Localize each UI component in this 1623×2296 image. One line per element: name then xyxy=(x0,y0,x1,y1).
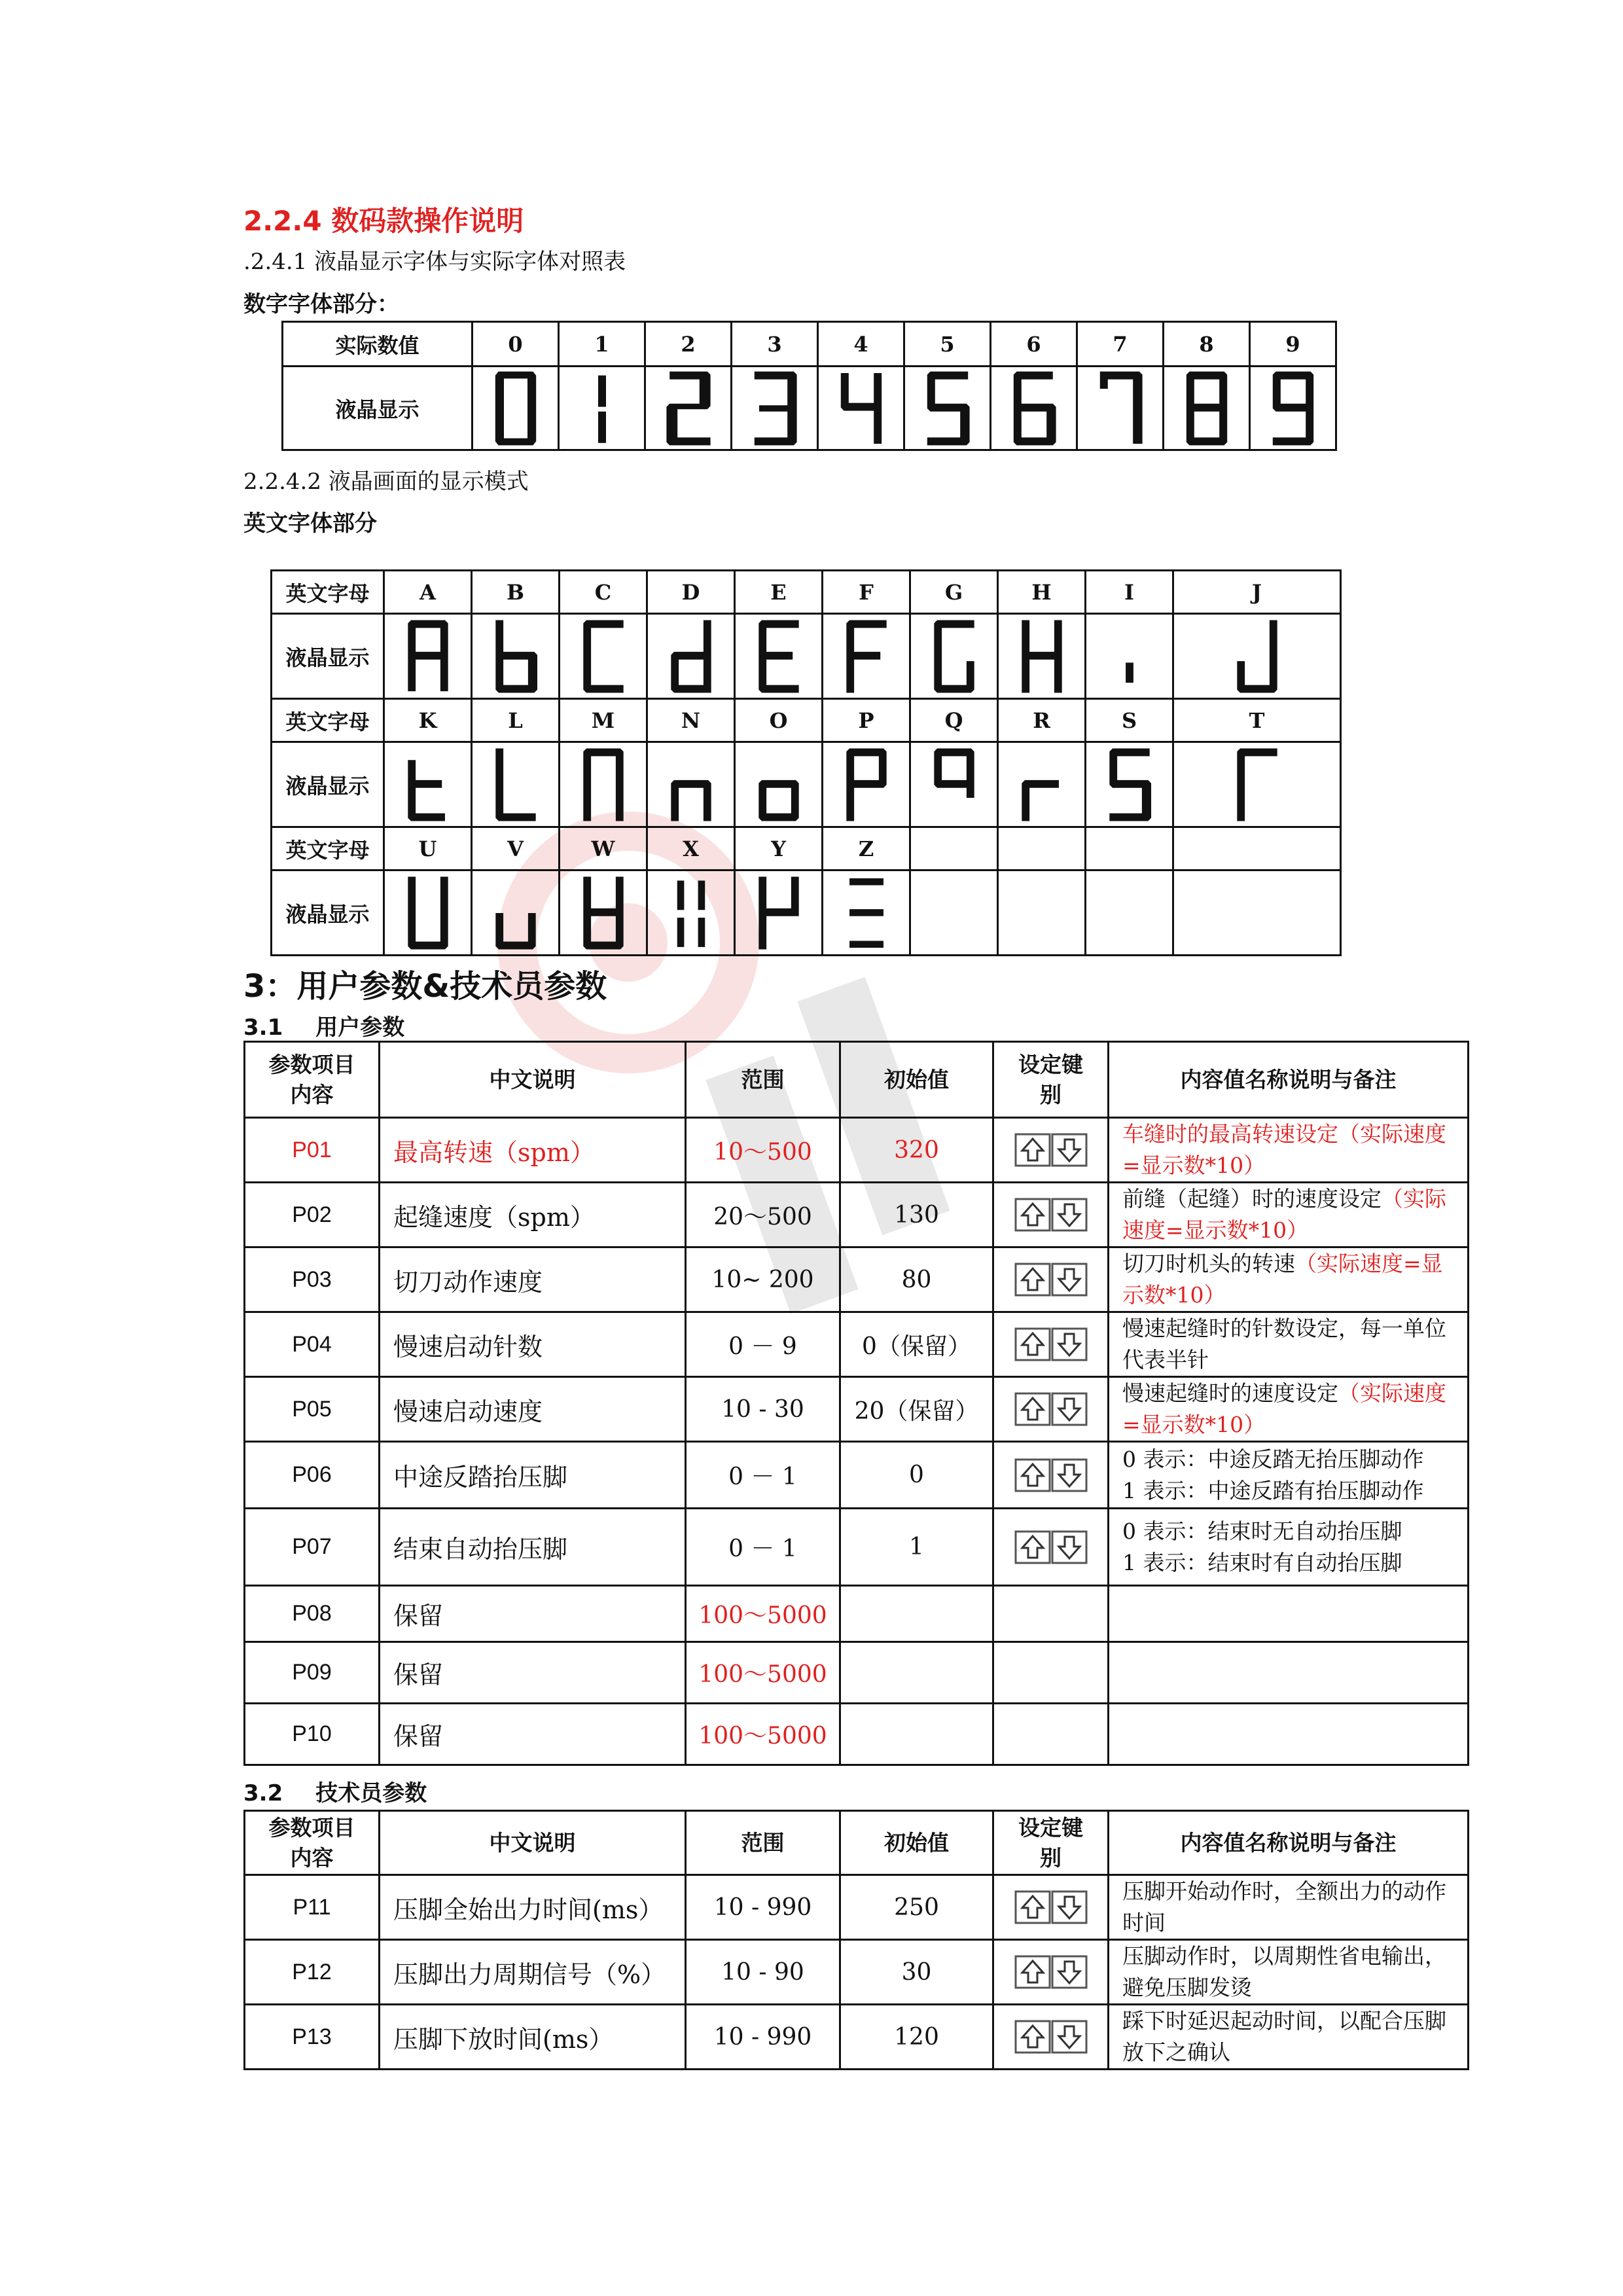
lcd-letter-s-glyph xyxy=(1106,746,1153,823)
param-code: P09 xyxy=(245,1642,380,1704)
letter-header: G xyxy=(910,571,998,614)
section-3-2-title xyxy=(243,1775,427,1807)
note-text: （实际速度=显示数*10） xyxy=(1122,1380,1446,1437)
col-header-range: 范围 xyxy=(686,1811,840,1875)
header-line: 设定键 xyxy=(1018,1051,1083,1077)
lcd-letter-z-glyph xyxy=(843,874,890,952)
lcd-digit-1-glyph xyxy=(577,369,627,448)
letter-header: P xyxy=(823,699,910,742)
param-setting-keys xyxy=(993,1247,1109,1312)
letter-header: A xyxy=(384,571,472,614)
section-number: 3.1 xyxy=(243,1014,283,1041)
param-code: P10 xyxy=(245,1704,380,1765)
param-setting-keys xyxy=(993,2005,1109,2070)
up-down-key-icon xyxy=(1014,1890,1088,1924)
digit-font-title: 数字字体部分： xyxy=(243,291,399,317)
param-description: 中途反踏抬压脚 xyxy=(380,1442,686,1509)
param-initial-value: 0 xyxy=(840,1442,993,1509)
note-text: 1 表示：结束时有自动抬压脚 xyxy=(1122,1549,1402,1575)
col-header-init: 初始值 xyxy=(840,1811,993,1875)
param-row xyxy=(245,1247,1469,1312)
note-text: 0 表示：中途反踏无抬压脚动作 xyxy=(1122,1446,1424,1472)
lcd-letter-m-glyph xyxy=(580,746,627,823)
section-title: 用户参数 xyxy=(315,1014,405,1041)
letter-header: E xyxy=(735,571,823,614)
lcd-letter-f-glyph xyxy=(843,618,890,695)
param-row xyxy=(245,1642,1469,1704)
lcd-digit-6-glyph xyxy=(1009,369,1059,448)
param-initial-value xyxy=(840,1642,993,1704)
letter-header: D xyxy=(647,571,735,614)
lcd-letter-h-glyph xyxy=(1018,618,1065,695)
header-line: 别 xyxy=(1040,1844,1061,1871)
lcd-letter-b-glyph xyxy=(492,618,539,695)
section-3-1-title xyxy=(243,1009,404,1041)
param-note xyxy=(1109,1509,1469,1586)
lcd-letter-x-glyph xyxy=(668,874,715,952)
param-code: P07 xyxy=(245,1509,380,1586)
letter-header: W xyxy=(560,827,647,870)
up-down-key-icon xyxy=(1014,1133,1088,1167)
lcd-letter-p-glyph xyxy=(843,746,890,823)
letter-header: B xyxy=(472,571,560,614)
col-header-desc: 中文说明 xyxy=(380,1811,686,1875)
letter-label: 英文字母 xyxy=(272,827,384,870)
param-initial-value: 1 xyxy=(840,1509,993,1586)
param-row xyxy=(245,2005,1469,2070)
note-text: 切刀时机头的转速 xyxy=(1122,1251,1295,1276)
lcd-letter-k-glyph xyxy=(404,746,452,823)
param-description: 切刀动作速度 xyxy=(380,1247,686,1312)
param-description: 保留 xyxy=(380,1586,686,1642)
param-code: P12 xyxy=(245,1940,380,2005)
lcd-letter-q-glyph xyxy=(931,746,978,823)
param-range: 0 － 9 xyxy=(686,1312,840,1377)
subsection-title-2: 2.2.4.2 液晶画面的显示模式 xyxy=(243,469,529,495)
param-setting-keys xyxy=(993,1586,1109,1642)
col-header-desc: 中文说明 xyxy=(380,1042,686,1118)
lcd-letter-l-glyph xyxy=(492,746,539,823)
digit-header: 6 xyxy=(991,322,1077,367)
lcd-digit-5-glyph xyxy=(923,369,972,448)
param-code: P08 xyxy=(245,1586,380,1642)
letter-header: N xyxy=(647,699,735,742)
param-note xyxy=(1109,1247,1469,1312)
param-code: P13 xyxy=(245,2005,380,2070)
header-line: 内容 xyxy=(290,1081,334,1107)
subsection-title-1: .2.4.1 液晶显示字体与实际字体对照表 xyxy=(243,249,626,275)
param-range: 10 - 90 xyxy=(686,1940,840,2005)
letter-header: M xyxy=(560,699,647,742)
section-number: 3.2 xyxy=(243,1780,283,1806)
param-row xyxy=(245,1377,1469,1442)
param-setting-keys xyxy=(993,1642,1109,1704)
col-header-item xyxy=(245,1042,380,1118)
param-note xyxy=(1109,1704,1469,1765)
param-description: 结束自动抬压脚 xyxy=(380,1509,686,1586)
param-setting-keys xyxy=(993,1875,1109,1940)
letter-header: S xyxy=(1086,699,1173,742)
param-code: P05 xyxy=(245,1377,380,1442)
param-setting-keys xyxy=(993,1118,1109,1183)
param-setting-keys xyxy=(993,1442,1109,1509)
param-description: 慢速启动针数 xyxy=(380,1312,686,1377)
lcd-digit-7-glyph xyxy=(1096,369,1145,448)
alpha-lcd-table xyxy=(270,569,1342,956)
note-text: 踩下时延迟起动时间，以配合压脚放下之确认 xyxy=(1122,2008,1446,2065)
param-description: 保留 xyxy=(380,1642,686,1704)
digit-header: 4 xyxy=(818,322,904,367)
digit-header: 1 xyxy=(559,322,645,367)
note-text: 1 表示：中途反踏有抬压脚动作 xyxy=(1122,1477,1424,1503)
empty-cell xyxy=(1086,870,1173,956)
empty-cell xyxy=(1086,827,1173,870)
lcd-display-label: 液晶显示 xyxy=(272,870,384,956)
param-note xyxy=(1109,1312,1469,1377)
letter-header: H xyxy=(998,571,1086,614)
header-line: 设定键 xyxy=(1018,1814,1083,1840)
param-row xyxy=(245,1118,1469,1183)
param-range: 0 － 1 xyxy=(686,1442,840,1509)
lcd-letter-r-glyph xyxy=(1018,746,1065,823)
param-range: 10 - 990 xyxy=(686,1875,840,1940)
lcd-letter-v-glyph xyxy=(492,874,539,952)
param-row xyxy=(245,1312,1469,1377)
param-range: 10～500 xyxy=(686,1118,840,1183)
param-note xyxy=(1109,1940,1469,2005)
letter-header: K xyxy=(384,699,472,742)
param-range: 10 - 30 xyxy=(686,1377,840,1442)
param-description: 压脚出力周期信号（%） xyxy=(380,1940,686,2005)
lcd-letter-w-glyph xyxy=(580,874,627,952)
param-initial-value: 250 xyxy=(840,1875,993,1940)
lcd-letter-t-glyph xyxy=(1234,746,1281,823)
letter-label: 英文字母 xyxy=(272,699,384,742)
letter-header: V xyxy=(472,827,560,870)
param-note xyxy=(1109,1875,1469,1940)
param-description: 慢速启动速度 xyxy=(380,1377,686,1442)
param-description: 压脚全始出力时间(ms） xyxy=(380,1875,686,1940)
empty-cell xyxy=(998,827,1086,870)
col-header-item xyxy=(245,1811,380,1875)
param-description: 最高转速（spm） xyxy=(380,1118,686,1183)
note-text: （实际速度=显示数*10） xyxy=(1122,1186,1446,1243)
param-code: P01 xyxy=(245,1118,380,1183)
param-setting-keys xyxy=(993,1509,1109,1586)
letter-header: Y xyxy=(735,827,823,870)
up-down-key-icon xyxy=(1014,1392,1088,1426)
lcd-letter-y-glyph xyxy=(755,874,802,952)
note-text: 压脚开始动作时，全额出力的动作时间 xyxy=(1122,1878,1446,1935)
param-row xyxy=(245,1704,1469,1765)
param-range: 0 － 1 xyxy=(686,1509,840,1586)
param-code: P03 xyxy=(245,1247,380,1312)
lcd-letter-n-glyph xyxy=(668,746,715,823)
param-initial-value xyxy=(840,1586,993,1642)
col-header-init: 初始值 xyxy=(840,1042,993,1118)
lcd-letter-o-glyph xyxy=(755,746,802,823)
param-range: 10 - 990 xyxy=(686,2005,840,2070)
lcd-digit-2-glyph xyxy=(664,369,713,448)
up-down-key-icon xyxy=(1014,1530,1088,1564)
lcd-letter-e-glyph xyxy=(755,618,802,695)
empty-cell xyxy=(1173,827,1341,870)
lcd-digit-0-glyph xyxy=(491,369,541,448)
lcd-letter-i-glyph xyxy=(1106,618,1153,695)
param-row xyxy=(245,1509,1469,1586)
param-initial-value: 80 xyxy=(840,1247,993,1312)
lcd-display-label: 液晶显示 xyxy=(272,742,384,827)
letter-header: F xyxy=(823,571,910,614)
param-range: 100～5000 xyxy=(686,1704,840,1765)
param-code: P11 xyxy=(245,1875,380,1940)
up-down-key-icon xyxy=(1014,1263,1088,1297)
note-text: （实际速度=显示数*10） xyxy=(1122,1251,1443,1308)
param-note xyxy=(1109,1586,1469,1642)
lcd-letter-c-glyph xyxy=(580,618,627,695)
param-note xyxy=(1109,1642,1469,1704)
param-note xyxy=(1109,1183,1469,1247)
digit-header: 9 xyxy=(1250,322,1336,367)
digit-header: 3 xyxy=(732,322,818,367)
letter-header: C xyxy=(560,571,647,614)
param-setting-keys xyxy=(993,1940,1109,2005)
col-header-key xyxy=(993,1811,1109,1875)
up-down-key-icon xyxy=(1014,1458,1088,1492)
empty-cell xyxy=(1173,870,1341,956)
up-down-key-icon xyxy=(1014,1198,1088,1232)
tech-parameter-table xyxy=(243,1810,1469,2070)
param-note xyxy=(1109,1377,1469,1442)
param-initial-value: 30 xyxy=(840,1940,993,2005)
digit-header: 8 xyxy=(1164,322,1250,367)
note-text: 压脚动作时，以周期性省电输出，避免压脚发烫 xyxy=(1122,1943,1446,2000)
col-header-key xyxy=(993,1042,1109,1118)
param-range: 20～500 xyxy=(686,1183,840,1247)
empty-cell xyxy=(910,827,998,870)
param-setting-keys xyxy=(993,1183,1109,1247)
up-down-key-icon xyxy=(1014,1327,1088,1361)
up-down-key-icon xyxy=(1014,1955,1088,1989)
lcd-display-label: 液晶显示 xyxy=(272,614,384,699)
param-row xyxy=(245,1183,1469,1247)
param-range: 100～5000 xyxy=(686,1586,840,1642)
param-initial-value: 20（保留） xyxy=(840,1377,993,1442)
letter-header: R xyxy=(998,699,1086,742)
empty-cell xyxy=(910,870,998,956)
letter-label: 英文字母 xyxy=(272,571,384,614)
digit-header: 0 xyxy=(473,322,559,367)
letter-header: L xyxy=(472,699,560,742)
digit-lcd-table xyxy=(281,321,1337,451)
lcd-letter-d-glyph xyxy=(668,618,715,695)
lcd-digit-4-glyph xyxy=(836,369,886,448)
param-row xyxy=(245,1875,1469,1940)
col-header-note: 内容值名称说明与备注 xyxy=(1109,1811,1469,1875)
param-initial-value: 320 xyxy=(840,1118,993,1183)
up-down-key-icon xyxy=(1014,2020,1088,2054)
param-setting-keys xyxy=(993,1377,1109,1442)
param-description: 起缝速度（spm） xyxy=(380,1183,686,1247)
param-range: 100～5000 xyxy=(686,1642,840,1704)
section-heading: 2.2.4 数码款操作说明 xyxy=(243,205,524,237)
letter-header: Q xyxy=(910,699,998,742)
header-line: 别 xyxy=(1040,1081,1061,1107)
lcd-letter-u-glyph xyxy=(404,874,452,952)
col-header-range: 范围 xyxy=(686,1042,840,1118)
lcd-digit-3-glyph xyxy=(750,369,800,448)
letter-header: T xyxy=(1173,699,1341,742)
param-initial-value xyxy=(840,1704,993,1765)
lcd-letter-g-glyph xyxy=(931,618,978,695)
digit-header: 5 xyxy=(904,322,991,367)
digit-header: 7 xyxy=(1077,322,1164,367)
param-initial-value: 120 xyxy=(840,2005,993,2070)
letter-header: O xyxy=(735,699,823,742)
lcd-digit-9-glyph xyxy=(1268,369,1318,448)
section-3-title: 3：用户参数&技术员参数 xyxy=(243,968,607,1005)
note-text: 慢速起缝时的速度设定 xyxy=(1122,1380,1338,1406)
letter-header: J xyxy=(1173,571,1341,614)
param-note xyxy=(1109,2005,1469,2070)
param-code: P04 xyxy=(245,1312,380,1377)
param-description: 保留 xyxy=(380,1704,686,1765)
header-line: 参数项目 xyxy=(268,1051,355,1077)
section-title: 技术员参数 xyxy=(315,1780,427,1806)
param-description: 压脚下放时间(ms） xyxy=(380,2005,686,2070)
alpha-font-title: 英文字体部分 xyxy=(243,511,377,537)
digit-header: 2 xyxy=(645,322,732,367)
param-row xyxy=(245,1442,1469,1509)
lcd-letter-j-glyph xyxy=(1234,618,1281,695)
empty-cell xyxy=(998,870,1086,956)
param-row xyxy=(245,1586,1469,1642)
letter-header: U xyxy=(384,827,472,870)
param-code: P06 xyxy=(245,1442,380,1509)
param-note xyxy=(1109,1118,1469,1183)
user-parameter-table xyxy=(243,1041,1469,1766)
col-header-note: 内容值名称说明与备注 xyxy=(1109,1042,1469,1118)
lcd-display-label: 液晶显示 xyxy=(283,367,473,450)
param-row xyxy=(245,1940,1469,2005)
header-line: 参数项目 xyxy=(268,1814,355,1840)
note-text: 0 表示：结束时无自动抬压脚 xyxy=(1122,1518,1402,1544)
header-line: 内容 xyxy=(290,1844,334,1871)
note-text: 车缝时的最高转速设定（实际速度=显示数*10） xyxy=(1122,1121,1446,1178)
param-setting-keys xyxy=(993,1312,1109,1377)
lcd-letter-a-glyph xyxy=(404,618,452,695)
note-text: 前缝（起缝）时的速度设定 xyxy=(1122,1186,1382,1211)
letter-header: Z xyxy=(823,827,910,870)
param-range: 10~ 200 xyxy=(686,1247,840,1312)
actual-value-label: 实际数值 xyxy=(283,322,473,367)
lcd-digit-8-glyph xyxy=(1182,369,1232,448)
param-initial-value: 0（保留） xyxy=(840,1312,993,1377)
param-code: P02 xyxy=(245,1183,380,1247)
note-text: 慢速起缝时的针数设定，每一单位代表半针 xyxy=(1122,1316,1446,1372)
param-initial-value: 130 xyxy=(840,1183,993,1247)
param-setting-keys xyxy=(993,1704,1109,1765)
param-note xyxy=(1109,1442,1469,1509)
letter-header: X xyxy=(647,827,735,870)
letter-header: I xyxy=(1086,571,1173,614)
